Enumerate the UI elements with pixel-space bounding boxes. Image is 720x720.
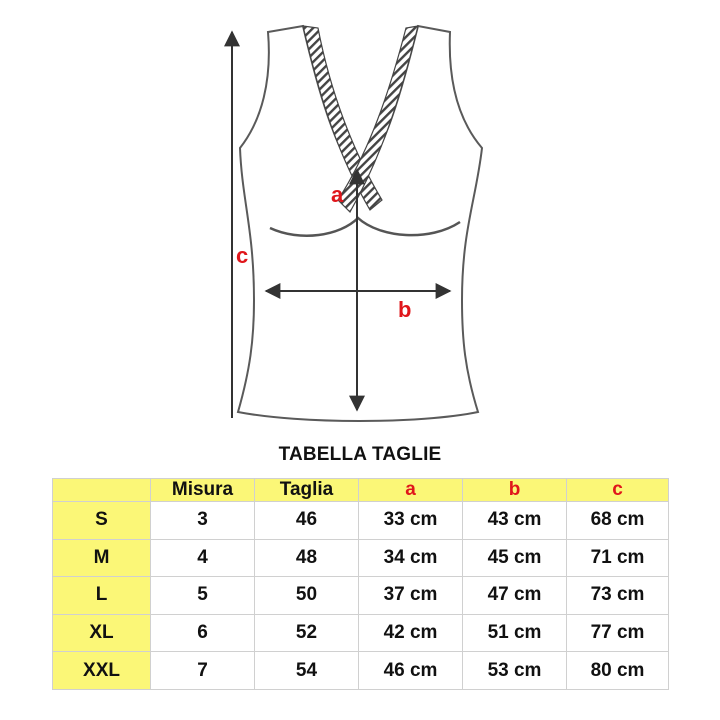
label-c: c bbox=[236, 243, 249, 268]
cell-taglia: 48 bbox=[255, 539, 359, 577]
cell-a: 42 cm bbox=[359, 614, 463, 652]
cell-c: 73 cm bbox=[567, 577, 669, 615]
cell-misura: 7 bbox=[151, 652, 255, 690]
size-table-title: TABELLA TAGLIE bbox=[278, 444, 442, 465]
cell-misura: 4 bbox=[151, 539, 255, 577]
header-size bbox=[53, 479, 151, 502]
cell-a: 33 cm bbox=[359, 502, 463, 540]
cell-c: 68 cm bbox=[567, 502, 669, 540]
cell-b: 53 cm bbox=[463, 652, 567, 690]
cell-taglia: 50 bbox=[255, 577, 359, 615]
cell-c: 71 cm bbox=[567, 539, 669, 577]
cell-c: 77 cm bbox=[567, 614, 669, 652]
size-table bbox=[52, 478, 669, 690]
cell-c: 80 cm bbox=[567, 652, 669, 690]
cell-size: XL bbox=[53, 614, 151, 652]
tank-top-outline bbox=[238, 26, 482, 421]
table-row bbox=[53, 502, 669, 540]
cell-size: XXL bbox=[53, 652, 151, 690]
cell-size: M bbox=[53, 539, 151, 577]
header-taglia: Taglia bbox=[255, 479, 359, 502]
cell-b: 47 cm bbox=[463, 577, 567, 615]
cell-taglia: 52 bbox=[255, 614, 359, 652]
table-row bbox=[53, 577, 669, 615]
cell-misura: 3 bbox=[151, 502, 255, 540]
header-misura: Misura bbox=[151, 479, 255, 502]
header-a: a bbox=[359, 479, 463, 502]
table-row bbox=[53, 539, 669, 577]
header-c: c bbox=[567, 479, 669, 502]
table-header-row bbox=[53, 479, 669, 502]
label-a: a bbox=[331, 182, 344, 207]
cell-b: 45 cm bbox=[463, 539, 567, 577]
cell-a: 37 cm bbox=[359, 577, 463, 615]
cell-b: 43 cm bbox=[463, 502, 567, 540]
label-b: b bbox=[398, 297, 412, 322]
cell-taglia: 46 bbox=[255, 502, 359, 540]
cell-misura: 6 bbox=[151, 614, 255, 652]
cell-misura: 5 bbox=[151, 577, 255, 615]
cell-taglia: 54 bbox=[255, 652, 359, 690]
cell-size: L bbox=[53, 577, 151, 615]
cell-a: 46 cm bbox=[359, 652, 463, 690]
table-row bbox=[53, 614, 669, 652]
cell-size: S bbox=[53, 502, 151, 540]
table-row bbox=[53, 652, 669, 690]
cell-b: 51 cm bbox=[463, 614, 567, 652]
cell-a: 34 cm bbox=[359, 539, 463, 577]
header-b: b bbox=[463, 479, 567, 502]
